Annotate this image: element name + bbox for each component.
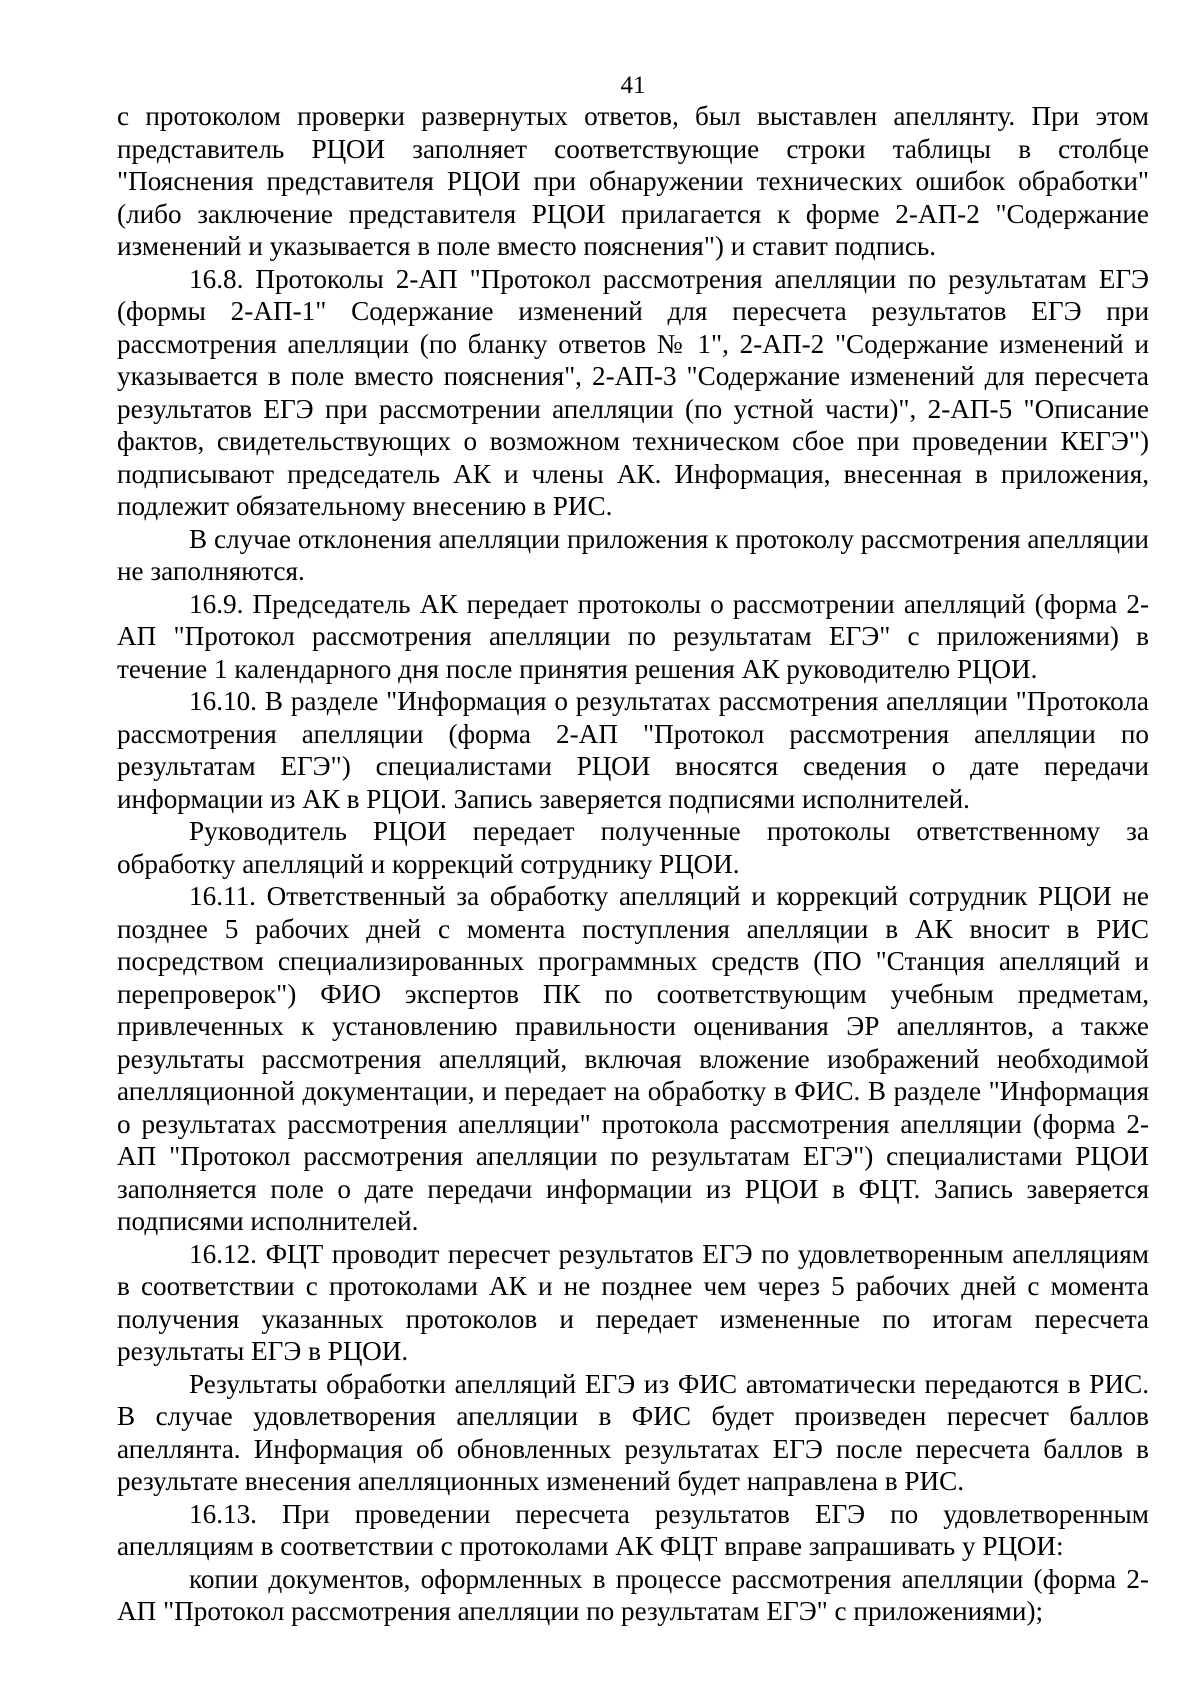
- paragraph-rcoi-head: Руководитель РЦОИ передает полученные протоколы ответственному за обработку апелляций и коррекций сотруднику РЦОИ.: [117, 816, 1149, 879]
- paragraph-16-10: 16.10. В разделе "Информация о результатах рассмотрения апелляции "Протокола рассмотрения апелляции (форма 2-АП "Протокол рассмотрения апелляции по результатам ЕГЭ") специалистами РЦОИ вносятся сведения о дате передачи информации из АК в РЦОИ. Запись заверяется подписями исполнителей.: [117, 686, 1149, 814]
- paragraph-appeal-rejection: В случае отклонения апелляции приложения к протоколу рассмотрения апелляции не заполняются.: [117, 523, 1149, 586]
- paragraph-document-copies: копии документов, оформленных в процессе рассмотрения апелляции (форма 2-АП "Протокол рассмотрения апелляции по результатам ЕГЭ" с приложениями);: [117, 1563, 1149, 1626]
- paragraph-16-12: 16.12. ФЦТ проводит пересчет результатов ЕГЭ по удовлетворенным апелляциям в соответствии с протоколами АК и не позднее чем через 5 рабочих дней с момента получения указанных протоколов и передает измененные по итогам пересчета результаты ЕГЭ в РЦОИ.: [117, 1238, 1149, 1366]
- paragraph-16-11: 16.11. Ответственный за обработку апелляций и коррекций сотрудник РЦОИ не позднее 5 рабочих дней с момента поступления апелляции в АК вносит в РИС посредством специализированных программных средств (ПО "Станция апелляций и перепроверок") ФИО экспертов ПК по соответствующим учебным предметам, привлеченных к установлению правильности оценивания ЭР апеллянтов, а также результаты рассмотрения апелляций, включая вложение изображений необходимой апелляционной документации, и передает на обработку в ФИС. В разделе "Информация о результатах рассмотрения апелляции" протокола рассмотрения апелляции (форма 2-АП "Протокол рассмотрения апелляции по результатам ЕГЭ") специалистами РЦОИ заполняется поле о дате передачи информации из РЦОИ в ФЦТ. Запись заверяется подписями исполнителей.: [117, 881, 1149, 1236]
- paragraph-16-9: 16.9. Председатель АК передает протоколы о рассмотрении апелляций (форма 2-АП "Протокол рассмотрения апелляции по результатам ЕГЭ" с приложениями) в течение 1 календарного дня после принятия решения АК руководителю РЦОИ.: [117, 588, 1149, 684]
- paragraph-16-8: 16.8. Протоколы 2-АП "Протокол рассмотрения апелляции по результатам ЕГЭ (формы 2-АП-1" Содержание изменений для пересчета результатов ЕГЭ при рассмотрения апелляции (по бланку ответов № 1", 2-АП-2 "Содержание изменений и указывается в поле вместо пояснения", 2-АП-3 "Содержание изменений для пересчета результатов ЕГЭ при рассмотрении апелляции (по устной части)", 2-АП-5 "Описание фактов, свидетельствующих о возможном техническом сбое при проведении КЕГЭ") подписывают председатель АК и члены АК. Информация, внесенная в приложения, подлежит обязательному внесению в РИС.: [117, 263, 1149, 521]
- paragraph-continuation: с протоколом проверки развернутых ответов, был выставлен апеллянту. При этом представитель РЦОИ заполняет соответствующие строки таблицы в столбце "Пояснения представителя РЦОИ при обнаружении технических ошибок обработки" (либо заключение представителя РЦОИ прилагается к форме 2-АП-2 "Содержание изменений и указывается в поле вместо пояснения") и ставит подпись.: [117, 101, 1149, 261]
- document-body: [117, 100, 1149, 1628]
- paragraph-16-13: 16.13. При проведении пересчета результатов ЕГЭ по удовлетворенным апелляциям в соответствии с протоколами АК ФЦТ вправе запрашивать у РЦОИ:: [117, 1498, 1149, 1561]
- page-number: 41: [620, 72, 646, 99]
- paragraph-fis-results: Результаты обработки апелляций ЕГЭ из ФИС автоматически передаются в РИС. В случае удовлетворения апелляции в ФИС будет произведен пересчет баллов апеллянта. Информация об обновленных результатах ЕГЭ после пересчета баллов в результате внесения апелляционных изменений будет направлена в РИС.: [117, 1368, 1149, 1496]
